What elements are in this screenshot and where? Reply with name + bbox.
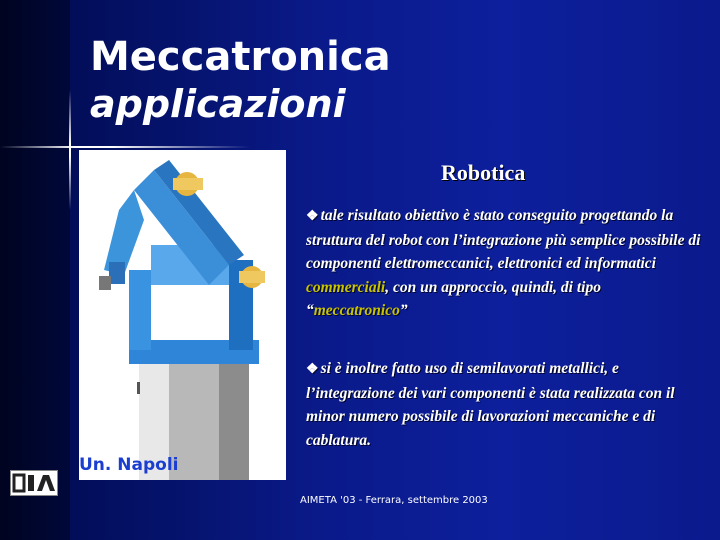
bullet-item (306, 204, 704, 323)
image-caption: Un. Napoli (79, 455, 179, 475)
highlight-commerciali: commerciali (306, 278, 386, 296)
diamond-bullet-icon: ❖ (306, 209, 319, 224)
highlight-meccatronico: meccatronico (313, 302, 400, 319)
slide-subtitle: applicazioni (90, 82, 346, 126)
bullet-text-start: tale risultato obiettivo è stato conseguito progettando la struttura del robot con l’integrazione più semplice possibile di componenti elettromeccanici, elettronici ed informatici (306, 207, 701, 272)
bullet-text-middle: , con un approccio, quindi, di tipo “ (306, 278, 601, 319)
bullet-text-end: ” (399, 302, 408, 319)
university-logo (10, 470, 58, 496)
slide-title: Meccatronica (90, 34, 391, 80)
bullet-text: si è inoltre fatto uso di semilavorati metallici, e l’integrazione dei vari componenti è stata realizzata con il minor numero possibile di lavorazioni meccaniche e di cablatura. (306, 360, 675, 449)
diamond-bullet-icon: ❖ (306, 362, 319, 377)
left-dark-band (0, 0, 70, 540)
logo-icon (11, 471, 57, 495)
section-title: Robotica (441, 160, 526, 185)
decorative-cross-horizontal (0, 146, 250, 148)
bullet-item (306, 357, 704, 452)
slide-footer: AIMETA '03 - Ferrara, settembre 2003 (300, 495, 488, 506)
decorative-cross-vertical (69, 90, 71, 210)
robot-illustration (79, 150, 286, 480)
robot-image (79, 150, 286, 480)
